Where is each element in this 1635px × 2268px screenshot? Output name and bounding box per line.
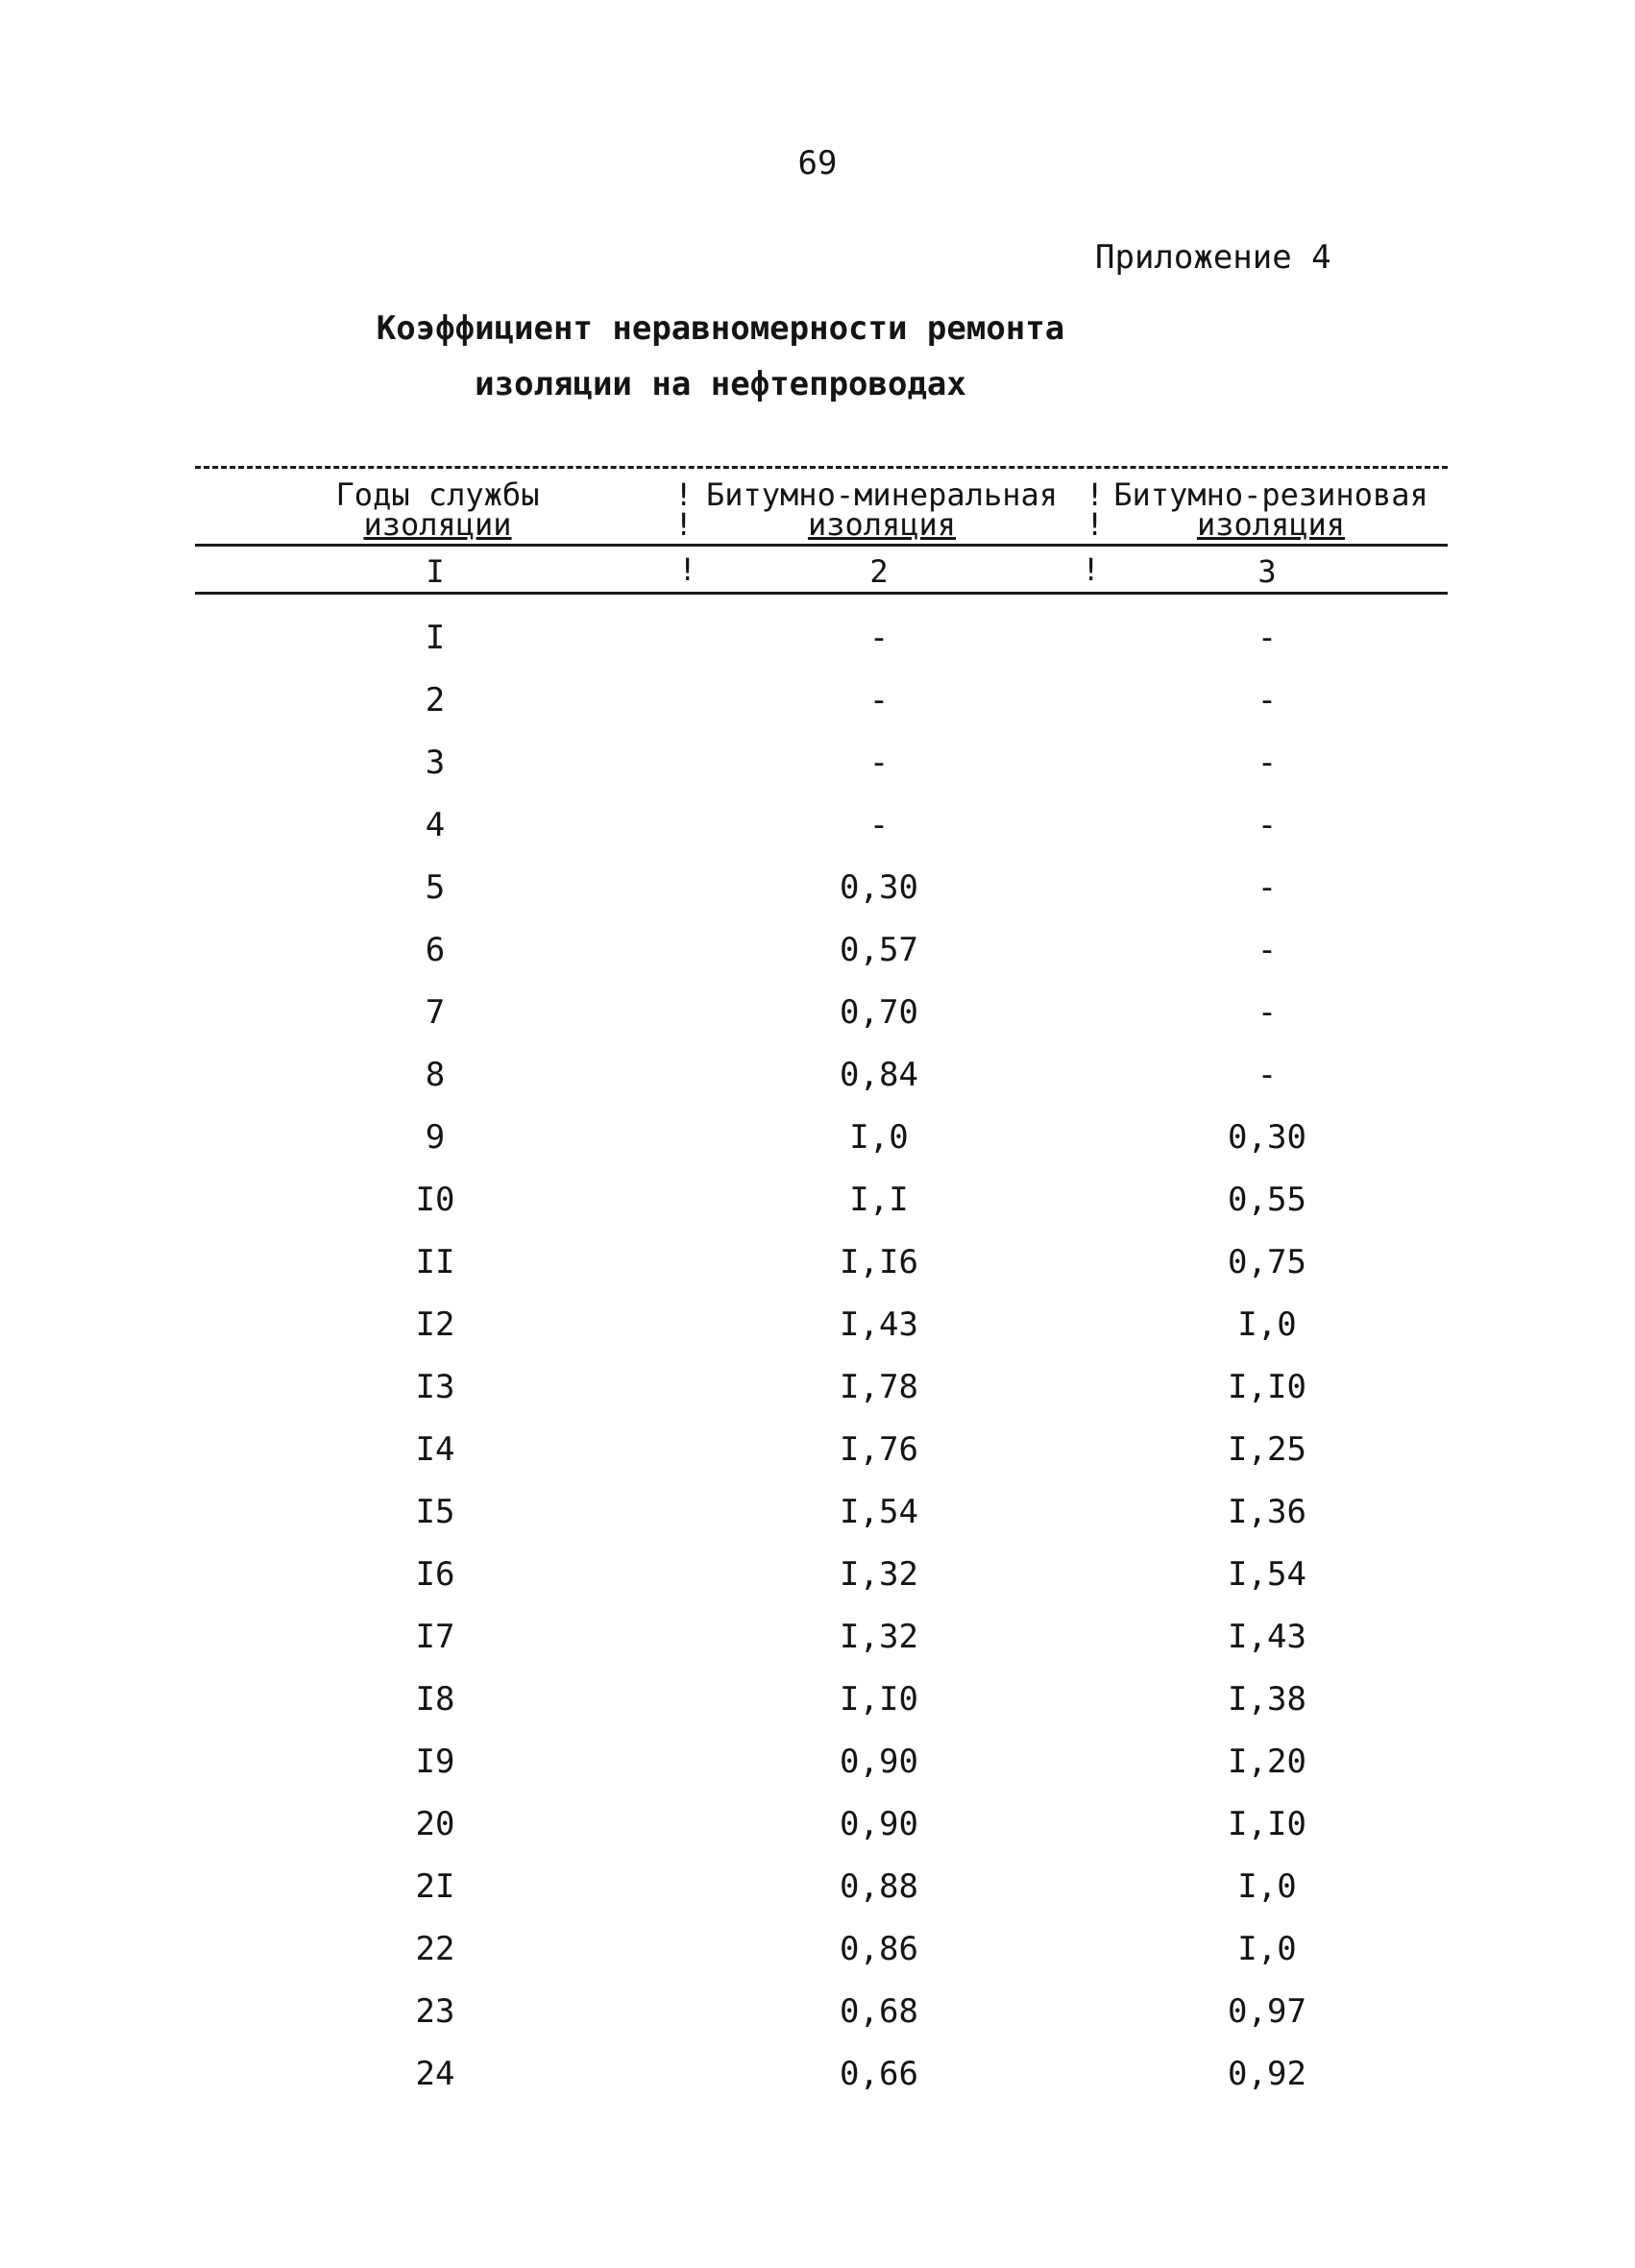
table-row: [0, 1863, 1635, 1925]
table-row: [0, 1426, 1635, 1488]
cell-bitumen-mineral: -: [868, 806, 890, 844]
header-bitumen-rubber-line-2: изоляция: [1196, 506, 1346, 543]
table-row: [0, 1988, 1635, 2050]
cell-service-years: I5: [415, 1493, 455, 1531]
table-title-line-1: Коэффициент неравномерности ремонта: [376, 309, 1065, 348]
cell-bitumen-rubber: I,0: [1237, 1867, 1297, 1906]
header-bitumen-mineral: [690, 476, 1074, 543]
cell-bitumen-rubber: -: [1257, 1056, 1278, 1094]
header-bitumen-mineral-line-1: Битумно-минеральная: [705, 476, 1059, 513]
cell-service-years: 24: [415, 2055, 455, 2093]
cell-bitumen-rubber: -: [1257, 619, 1278, 657]
column-number-1: I: [426, 553, 445, 590]
table-row: [0, 1363, 1635, 1426]
appendix-label: Приложение 4: [1095, 238, 1331, 277]
table-row: [0, 1238, 1635, 1301]
cell-bitumen-rubber: I,20: [1228, 1743, 1306, 1781]
header-service-years: [195, 476, 680, 543]
cell-service-years: I8: [415, 1680, 455, 1719]
header-bitumen-rubber: [1093, 476, 1449, 543]
cell-bitumen-rubber: 0,92: [1228, 2055, 1306, 2093]
cell-bitumen-mineral: -: [868, 744, 890, 782]
header-bitumen-mineral-line-2: изоляция: [807, 506, 957, 543]
cell-bitumen-rubber: -: [1257, 993, 1278, 1032]
table-title-line-2: изоляции на нефтепроводах: [475, 365, 966, 403]
cell-bitumen-mineral: I,I: [849, 1181, 909, 1219]
cell-bitumen-mineral: I,54: [840, 1493, 918, 1531]
cell-bitumen-mineral: I,43: [840, 1305, 918, 1344]
cell-bitumen-mineral: -: [868, 619, 890, 657]
header-service-years-line-2: изоляции: [363, 506, 512, 543]
header-rule: [195, 544, 1448, 547]
cell-service-years: 20: [415, 1805, 455, 1843]
cell-service-years: I3: [415, 1368, 455, 1406]
table-row: [0, 1113, 1635, 1176]
column-separator: !: [674, 476, 694, 513]
cell-service-years: 3: [425, 744, 446, 782]
table-row: [0, 1301, 1635, 1363]
table-body: [0, 614, 1635, 2112]
cell-bitumen-mineral: I,78: [840, 1368, 918, 1406]
cell-service-years: I6: [415, 1555, 455, 1594]
table-row: [0, 988, 1635, 1051]
cell-bitumen-rubber: I,25: [1228, 1430, 1306, 1469]
table-row: [0, 614, 1635, 676]
table-row: [0, 739, 1635, 801]
cell-service-years: 9: [425, 1118, 446, 1157]
cell-bitumen-mineral: 0,30: [840, 868, 918, 907]
cell-service-years: I9: [415, 1743, 455, 1781]
table-row: [0, 1176, 1635, 1238]
cell-service-years: 6: [425, 931, 446, 969]
table-row: [0, 1488, 1635, 1550]
cell-bitumen-rubber: -: [1257, 744, 1278, 782]
column-separator: !: [674, 506, 694, 543]
cell-bitumen-mineral: I,0: [849, 1118, 909, 1157]
cell-service-years: I: [425, 619, 446, 657]
table-row: [0, 1738, 1635, 1800]
header-bitumen-rubber-line-1: Битумно-резиновая: [1113, 476, 1428, 513]
column-separator: !: [1086, 476, 1105, 513]
cell-service-years: I7: [415, 1618, 455, 1656]
cell-bitumen-rubber: -: [1257, 806, 1278, 844]
cell-bitumen-rubber: I,0: [1237, 1930, 1297, 1968]
cell-service-years: 23: [415, 1992, 455, 2031]
cell-bitumen-rubber: -: [1257, 868, 1278, 907]
cell-bitumen-mineral: I,32: [840, 1555, 918, 1594]
cell-bitumen-mineral: 0,66: [840, 2055, 918, 2093]
table-row: [0, 1800, 1635, 1863]
cell-bitumen-rubber: 0,55: [1228, 1181, 1306, 1219]
cell-service-years: 4: [425, 806, 446, 844]
cell-service-years: II: [415, 1243, 455, 1281]
table-title: [346, 301, 1095, 412]
cell-bitumen-mineral: 0,68: [840, 1992, 918, 2031]
table-row: [0, 926, 1635, 988]
cell-bitumen-mineral: 0,90: [840, 1805, 918, 1843]
table-row: [0, 1613, 1635, 1675]
table-row: [0, 1051, 1635, 1113]
cell-bitumen-mineral: I,I0: [840, 1680, 918, 1719]
page-number: 69: [797, 144, 838, 183]
cell-service-years: 22: [415, 1930, 455, 1968]
cell-bitumen-mineral: 0,86: [840, 1930, 918, 1968]
cell-bitumen-rubber: I,36: [1228, 1493, 1306, 1531]
cell-service-years: 2I: [415, 1867, 455, 1906]
column-number-rule: [195, 592, 1448, 595]
cell-bitumen-rubber: I,0: [1237, 1305, 1297, 1344]
cell-bitumen-mineral: -: [868, 681, 890, 719]
cell-bitumen-mineral: I,76: [840, 1430, 918, 1469]
table-row: [0, 1675, 1635, 1738]
column-number-2: 2: [869, 553, 889, 590]
cell-service-years: I2: [415, 1305, 455, 1344]
cell-bitumen-rubber: 0,75: [1228, 1243, 1306, 1281]
column-separator: !: [1082, 551, 1101, 588]
cell-bitumen-mineral: 0,88: [840, 1867, 918, 1906]
cell-bitumen-mineral: 0,90: [840, 1743, 918, 1781]
table-row: [0, 801, 1635, 864]
cell-bitumen-rubber: -: [1257, 681, 1278, 719]
table-top-dashed-rule: [195, 466, 1448, 469]
column-separator: !: [1086, 506, 1105, 543]
table-row: [0, 1925, 1635, 1988]
cell-bitumen-rubber: -: [1257, 931, 1278, 969]
table-row: [0, 676, 1635, 739]
table-row: [0, 2050, 1635, 2112]
cell-bitumen-mineral: 0,70: [840, 993, 918, 1032]
cell-service-years: 8: [425, 1056, 446, 1094]
cell-bitumen-rubber: I,I0: [1228, 1368, 1306, 1406]
cell-service-years: I0: [415, 1181, 455, 1219]
header-service-years-line-1: Годы службы: [335, 476, 540, 513]
cell-bitumen-mineral: I,I6: [840, 1243, 918, 1281]
cell-bitumen-rubber: I,54: [1228, 1555, 1306, 1594]
cell-service-years: 2: [425, 681, 446, 719]
cell-bitumen-rubber: I,I0: [1228, 1805, 1306, 1843]
cell-service-years: 5: [425, 868, 446, 907]
cell-service-years: 7: [425, 993, 446, 1032]
column-separator: !: [678, 551, 697, 588]
table-row: [0, 1550, 1635, 1613]
table-row: [0, 864, 1635, 926]
column-number-3: 3: [1257, 553, 1277, 590]
cell-bitumen-rubber: I,43: [1228, 1618, 1306, 1656]
cell-bitumen-mineral: 0,84: [840, 1056, 918, 1094]
cell-bitumen-rubber: I,38: [1228, 1680, 1306, 1719]
cell-bitumen-rubber: 0,30: [1228, 1118, 1306, 1157]
cell-bitumen-mineral: I,32: [840, 1618, 918, 1656]
cell-service-years: I4: [415, 1430, 455, 1469]
cell-bitumen-rubber: 0,97: [1228, 1992, 1306, 2031]
cell-bitumen-mineral: 0,57: [840, 931, 918, 969]
